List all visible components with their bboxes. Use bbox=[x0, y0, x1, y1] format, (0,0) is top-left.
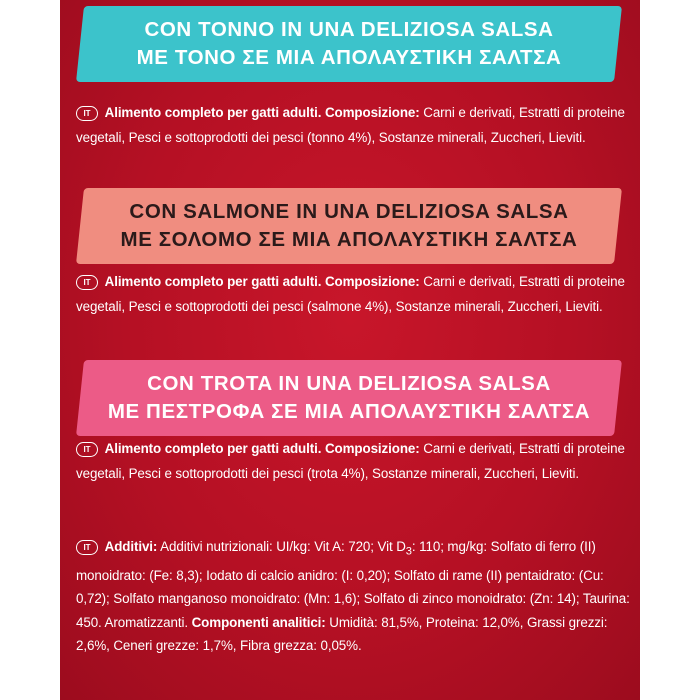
analytic-heading: Componenti analitici: bbox=[191, 614, 326, 630]
banner-tonno-text bbox=[80, 6, 618, 82]
lang-badge-it: IT bbox=[76, 540, 98, 555]
banner-trota-text bbox=[80, 360, 618, 436]
banner-tonno-italian: CON TONNO IN UNA DELIZIOSA SALSA bbox=[144, 18, 554, 41]
description-tonno-text: Carni e derivati, Estratti di proteine vegetali, Pesci e sottoprodotti dei pesci (tonno 4%), Sostanze minerali, Zuccheri, Lieviti. bbox=[76, 105, 625, 145]
lang-badge-it: IT bbox=[76, 106, 98, 121]
additives-section bbox=[76, 535, 632, 657]
description-tonno-heading: Alimento completo per gatti adulti. Composizione: bbox=[104, 105, 420, 120]
banner-trota-italian: CON TROTA IN UNA DELIZIOSA SALSA bbox=[147, 372, 551, 395]
additives-text-b: : 110; mg/kg: Solfato di ferro (II) monoidrato: (Fe: 8,3); Iodato di calcio anidro: (I: 0,20); Solfato di rame (II) pentaidrato: (Cu: 0,72); Solfato manganoso monoidrato: (Mn: 1,6); Solfato di zinco monoidrato: (Zn: 14); Taurina: 450. Aromatizzanti. bbox=[76, 539, 630, 630]
analytic-text: Umidità: 81,5%, Proteina: 12,0%, Grassi grezzi: 2,6%, Ceneri grezze: 1,7%, Fibra grezza: 0,05%. bbox=[76, 614, 608, 653]
banner-salmone-text bbox=[80, 188, 618, 264]
additives-heading: Additivi: bbox=[104, 539, 158, 554]
description-salmone-text: Carni e derivati, Estratti di proteine vegetali, Pesci e sottoprodotti dei pesci (salmone 4%), Sostanze minerali, Zuccheri, Lieviti. bbox=[76, 274, 625, 314]
description-salmone bbox=[76, 270, 632, 319]
description-salmone-heading: Alimento completo per gatti adulti. Composizione: bbox=[104, 274, 420, 289]
banner-salmone-greek: ΜΕ ΣΟΛΟΜΟ ΣΕ ΜΙΑ ΑΠΟΛΑΥΣΤΙΚΗ ΣΑΛΤΣΑ bbox=[120, 228, 578, 251]
lang-badge-it: IT bbox=[76, 442, 98, 457]
banner-tonno-greek: ΜΕ ΤΟΝΟ ΣΕ ΜΙΑ ΑΠΟΛΑΥΣΤΙΚΗ ΣΑΛΤΣΑ bbox=[136, 46, 562, 69]
banner-salmone-italian: CON SALMONE IN UNA DELIZIOSA SALSA bbox=[129, 200, 569, 223]
description-trota-heading: Alimento completo per gatti adulti. Composizione: bbox=[104, 441, 420, 456]
description-trota-text: Carni e derivati, Estratti di proteine vegetali, Pesci e sottoprodotti dei pesci (trota 4%), Sostanze minerali, Zuccheri, Lieviti. bbox=[76, 441, 625, 481]
additives-text-a: Additivi nutrizionali: UI/kg: Vit A: 720; Vit D bbox=[157, 539, 406, 554]
description-trota bbox=[76, 437, 632, 486]
lang-badge-it: IT bbox=[76, 275, 98, 290]
additives-subscript: 3 bbox=[405, 545, 412, 558]
description-tonno bbox=[76, 101, 632, 150]
banner-trota-greek: ΜΕ ΠΕΣΤΡΟΦΑ ΣΕ ΜΙΑ ΑΠΟΛΑΥΣΤΙΚΗ ΣΑΛΤΣΑ bbox=[107, 400, 591, 423]
label-panel bbox=[60, 0, 640, 700]
